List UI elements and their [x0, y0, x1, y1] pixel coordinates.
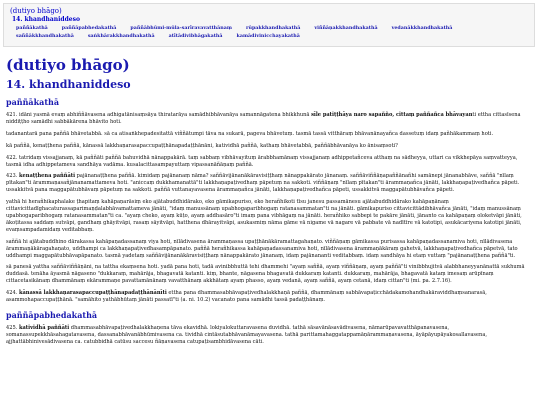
chapter-title: 14. khandhaniddeso — [6, 78, 131, 91]
toc-title-link[interactable]: (dutiyo bhāgo) — [10, 7, 62, 15]
toc-link[interactable]: atītādivibhāgakathā — [168, 33, 223, 39]
paragraph: saññā hi ajātabuddhino dārakassa kahāpaṇadassanaṃ viya hoti, nīlādivasena ārammaṇassa upaṭṭhānākāramattagahaṇato. viññāṇaṃ gāmikassa purisassa kahāpaṇadassanamiva hoti, nīlādivasena ārammaṇākāragahaṇato, uddhampi ca lakkhaṇapaṭivedhasampāpanato. paññā herañhikassa kahāpaṇadassanamiva hoti, nīlādivasena ārammaṇākāraṃ gahetvā, lakkhaṇapaṭivedhañca pāpetvā, tato uddhampi maggapātubhāvapāpanato. tasmā yadetaṃ saññāvijānanākāravisiṭṭhaṃ nānappakārato jānanaṃ, idaṃ pajānananti veditabbaṃ. idaṃ sandhāya hi etaṃ vuttaṃ "pajānanaṭṭhena paññā"ti. — [6, 238, 518, 259]
toc-link[interactable]: paññābhūmi-mūla-sarīravavatthānaṃ — [130, 25, 232, 31]
toc-link[interactable]: saṅkhārakkhandhakathā — [87, 33, 155, 39]
document-body — [6, 56, 534, 351]
paragraph: yathā hi herañhikaphalake ṭhapitaṃ kahāpaṇarāsiṃ eko ajātabuddhidārako, eko gāmikapuriso, eko herañhikoti tīsu janesu passamānesu ajātabuddhidārako kahāpaṇānaṃ cittavicittadīghacaturassaparimaṇḍalabhāvamattameva jānāti, "idaṃ manussānaṃ upabhogaparibhogaṃ ratanasammatan"ti na jānāti. gāmikapuriso cittavicittādibhāvañca jānāti, "idaṃ manussānaṃ upabhogaparibhogaṃ ratanasammatan"ti ca. "ayaṃ cheko, ayaṃ kūṭo, ayaṃ addhasāro"ti imaṃ pana vibhāgaṃ na jānāti. herañhiko sabbepi te pakāre jānāti, jānanto ca kahāpaṇaṃ oloketvāpi jānāti, ākoṭitassa saddaṃ sutvāpi, gandhaṃ ghāyitvāpi, rasaṃ sāyitvāpi, hatthena dhārayitvāpi, asukasmiṃ nāma gāme vā nigame vā nagare vā pabbate vā nadītīre vā katotipi, asukācariyena katotipi jānāti, evaṃsampadamidaṃ veditabbaṃ. — [6, 199, 522, 233]
paragraph: sā panesā yattha saññāviññāṇāni, na tattha ekaṃsena hoti. yadā pana hoti, tadā avinibbhuttā tehi dhammehi "ayaṃ saññā, ayaṃ viññāṇaṃ, ayaṃ paññā"ti vinibbhujitvā alabbhaneyyanānattā sukhumā duddasā. tenāha āyasmā nāgaseno "dukkaraṃ, mahārāja, bhagavatā katanti. kiṃ, bhante, nāgasena bhagavatā dukkaraṃ katanti. dukkaraṃ, mahārāja, bhagavatā kataṃ imesaṃ arūpīnaṃ cittacetasikānaṃ dhammānaṃ ekārammaṇe pavattamānānaṃ vavatthānaṃ akkhātaṃ ayaṃ phasso, ayaṃ vedanā, ayaṃ saññā, ayaṃ cetanā, idaṃ cittan"ti (mi. pa. 2.7.16). — [6, 264, 525, 285]
table-of-contents — [3, 3, 535, 47]
toc-link[interactable]: rūpakkhandhakathā — [245, 25, 301, 31]
section-title-pannakatha: paññākathā — [6, 97, 60, 107]
paragraph: kā paññā, kenaṭṭhena paññā, kānassā lakkhaṇarasapaccupaṭṭhānapadaṭṭhānāni, katividhā paññā, kathaṃ bhāvetabbā, paññābhāvanāya ko ānisaṃsoti? — [6, 142, 398, 149]
paragraph: tadanantarā pana paññā bhāvetabbā. sā ca atisaṅkhepadesitattā viññātumpi tāva na sukarā, pageva bhāvetuṃ. tasmā tassā vitthāraṃ bhāvanānayañca dassetuṃ idaṃ pañhākammaṃ hoti. — [6, 130, 494, 137]
toc-link[interactable]: paññāpabhedakathā — [61, 25, 117, 31]
paragraph: 424. kānassā lakkhaṇarasapaccupaṭṭhānapadaṭṭhānānīti ettha pana dhammasabhāvapaṭivedhalakkhaṇā paññā, dhammānaṃ sabhāvapaṭicchādakamohandhakāraviddhaṃsanarasā, asammohapaccupaṭṭhānā. "samāhito yathābhūtaṃ jānāti passatī"ti (a. ni. 10.2) vacanato pana samādhi tassā padaṭṭhānaṃ. — [6, 290, 487, 304]
toc-link[interactable]: saññākkhandhakathā — [16, 33, 74, 39]
toc-subtitle-link[interactable]: 14. khandhaniddeso — [12, 16, 80, 23]
paragraph: 423. kenaṭṭhena paññāti pajānanaṭṭhena paññā. kimidaṃ pajānanaṃ nāma? saññāvijānanākāravisiṭṭhaṃ nānappakārato jānanaṃ. saññāviññāṇapaññānañhi samānepi jānanabhāve, saññā "nīlaṃ pītakan"ti ārammaṇasañjānanamattameva hoti. "aniccaṃ dukkhamanattā"ti lakkhaṇapaṭivedhaṃ pāpetuṃ na sakkoti. viññāṇaṃ "nīlaṃ pītakan"ti ārammaṇañca jānāti, lakkhaṇapaṭivedhañca pāpeti. ussakkitvā pana maggapātubhāvaṃ pāpetuṃ na sakkoti. paññā vuttanayavasena ārammaṇañca jānāti, lakkhaṇapaṭivedhañca pāpeti, ussakkitvā maggapātubhāvañca pāpeti. — [6, 173, 520, 194]
paragraph: 422. tatridaṃ vissajjanaṃ, kā paññāti paññā bahuvidhā nānappakārā. taṃ sabbaṃ vibhāvayituṃ ārabbhamānaṃ vissajjanaṃ adhippetañceva atthaṃ na sādheyya, uttari ca vikkhepāya saṃvatteyya, tasmā idha adhippetameva sandhāya vadāma. kusalacittasampayuttaṃ vipassanāñāṇaṃ paññā. — [6, 154, 518, 168]
section-title-pannapabhedakatha: paññāpabhedakathā — [6, 309, 98, 320]
toc-link[interactable]: viññāṇakkhandhakathā — [314, 25, 378, 31]
toc-link[interactable]: vedanākkhandhakathā — [391, 25, 453, 31]
page-title: (dutiyo bhāgo) — [6, 56, 130, 74]
paragraph: 421. idāni yasmā evaṃ abhiññāvasena adhigatānisaṃsāya thiratarāya samādhibhāvanāya samannāgatena bhikkhunā sīle patiṭṭhāya naro sapañño, cittaṃ paññañca bhāvayanti ettha cittasīsena niddiṭṭho samādhi sabbākārena bhāvito hoti. — [6, 112, 521, 125]
toc-link[interactable]: paññākathā — [16, 25, 48, 31]
paragraph: 425. katividhā paññāti dhammasabhāvapaṭivedhalakkhaṇena tāva ekavidhā. lokiyalokuttaravasena duvidhā. tathā sāsavānāsavādivasena, nāmarūpavavatthāpanavasena, somanassupekkhāsahagatavasena, dassanabhāvanābhūmivasena ca. tividhā cintāsutabhāvanāmayavasena. tathā parittamahaggatappamāṇārammaṇavasena, āyāpāyupāyakosallavasena, ajjhattābhinivesādivasena ca. catubbidhā catūsu saccesu ñāṇavasena catupaṭisambhidāvasena cāti. — [6, 324, 487, 345]
toc-links — [16, 24, 528, 40]
toc-link[interactable]: kamādivinicchayakathā — [236, 33, 300, 39]
